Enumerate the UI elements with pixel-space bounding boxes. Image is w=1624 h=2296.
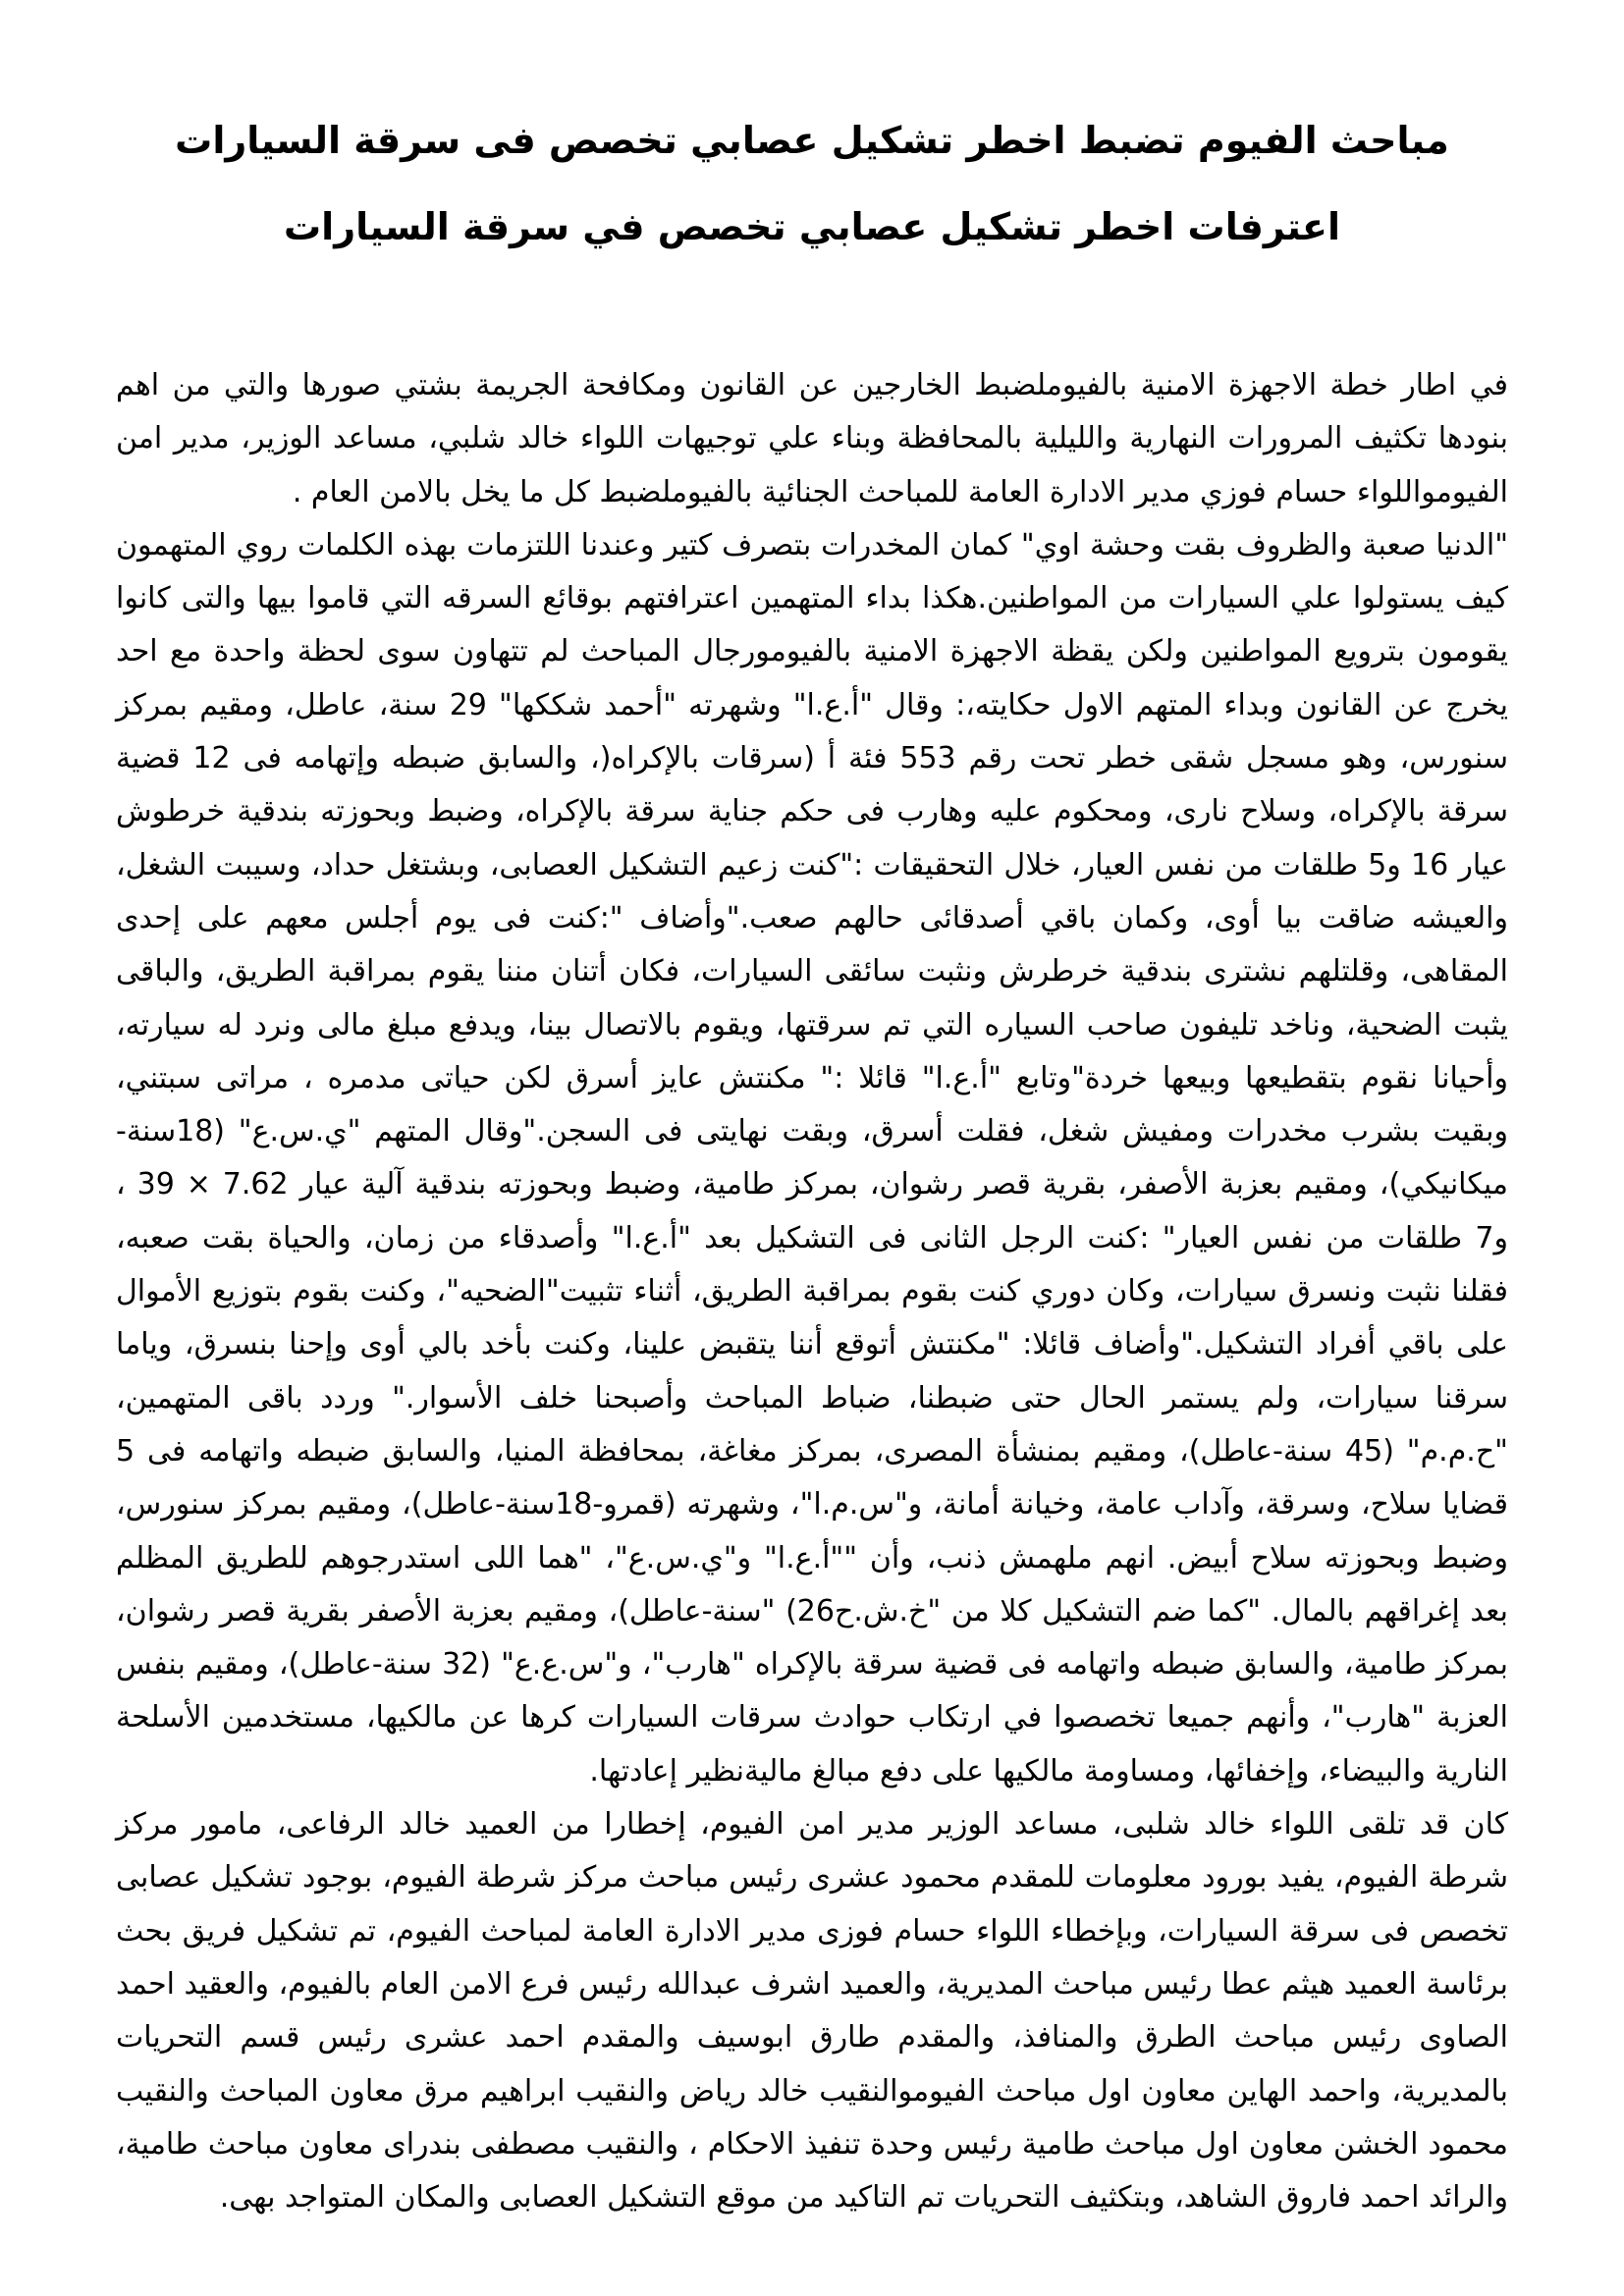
- paragraph-confessions: "الدنيا صعبة والظروف بقت وحشة اوي" كمان المخدرات بتصرف كتير وعندنا اللتزمات بهذه الكلمات روي المتهمون كيف يستولوا علي السيارات من المواطنين.هكذا بداء المتهمين اعترافتهم بوقائع السرقه التي قاموا بيها والتى كانوا يقومون بترويع المواطنين ولكن يقظة الاجهزة الامنية بالفيومورجال المباحث لم تتهاون سوى لحظة واحدة مع احد يخرج عن القانون وبداء المتهم الاول حكايته،: وقال "أ.ع.ا" وشهرته "أحمد شككها" 29 سنة، عاطل، ومقيم بمركز سنورس، وهو مسجل شقى خطر تحت رقم 553 فئة أ (سرقات بالإكراه(، والسابق ضبطه وإتهامه فى 12 قضية سرقة بالإكراه، وسلاح نارى، ومحكوم عليه وهارب فى حكم جناية سرقة بالإكراه، وضبط وبحوزته بندقية خرطوش عيار 16 و5 طلقات من نفس العيار، خلال التحقيقات :"كنت زعيم التشكيل العصابى، وبشتغل حداد، وسيبت الشغل، والعيشه ضاقت بيا أوى، وكمان باقي أصدقائى حالهم صعب."وأضاف ":كنت فى يوم أجلس معهم على إحدى المقاهى، وقلتلهم نشترى بندقية خرطرش ونثبت سائقى السيارات، فكان أتنان مننا يقوم بمراقبة الطريق، والباقى يثبت الضحية، وناخد تليفون صاحب السياره التي تم سرقتها، ويقوم بالاتصال بينا، ويدفع مبلغ مالى ونرد له سيارته، وأحيانا نقوم بتقطيعها وبيعها خردة"وتابع "أ.ع.ا" قائلا :" مكنتش عايز أسرق لكن حياتى مدمره ، مراتى سبتني، وبقيت بشرب مخدرات ومفيش شغل، فقلت أسرق، وبقت نهايتى فى السجن."وقال المتهم "ي.س.ع" (18سنة-ميكانيكي)، ومقيم بعزبة الأصفر، بقرية قصر رشوان، بمركز طامية، وضبط وبحوزته بندقية آلية عيار 7.62 × 39 ، و7 طلقات من نفس العيار" :كنت الرجل الثانى فى التشكيل بعد "أ.ع.ا" وأصدقاء من زمان، والحياة بقت صعبه، فقلنا نثبت ونسرق سيارات، وكان دوري كنت بقوم بمراقبة الطريق، أثناء تثبيت"الضحيه"، وكنت بقوم بتوزيع الأموال على باقي أفراد التشكيل."وأضاف قائلا: "مكنتش أتوقع أننا يتقبض علينا، وكنت بأخد بالي أوى وإحنا بنسرق، وياما سرقنا سيارات، ولم يستمر الحال حتى ضبطنا، ضباط المباحث وأصبحنا خلف الأسوار." وردد باقى المتهمين، "ح.م.م" (45 سنة-عاطل)، ومقيم بمنشأة المصرى، بمركز مغاغة، بمحافظة المنيا، والسابق ضبطه واتهامه فى 5 قضايا سلاح، وسرقة، وآداب عامة، وخيانة أمانة، و"س.م.ا"، وشهرته (قمرو-18سنة-عاطل)، ومقيم بمركز سنورس، وضبط وبحوزته سلاح أبيض. انهم ملهمش ذنب، وأن ""أ.ع.ا" و"ي.س.ع"، "هما اللى استدرجوهم للطريق المظلم بعد إغراقهم بالمال. "كما ضم التشكيل كلا من "خ.ش.ح26) "سنة-عاطل)، ومقيم بعزبة الأصفر بقرية قصر رشوان، بمركز طامية، والسابق ضبطه واتهامه فى قضية سرقة بالإكراه "هارب"، و"س.ع.ع" (32 سنة-عاطل)، ومقيم بنفس العزبة "هارب"، وأنهم جميعا تخصصوا في ارتكاب حوادث سرقات السيارات كرها عن مالكيها، مستخدمين الأسلحة النارية والبيضاء، وإخفائها، ومساومة مالكيها على دفع مبالغ ماليةنظير إعادتها.: [116, 527, 1509, 1789]
- paragraph-intro: في اطار خطة الاجهزة الامنية بالفيوملضبط الخارجين عن القانون ومكافحة الجريمة بشتي صورها والتي من اهم بنودها تكثيف المرورات النهارية والليلية بالمحافظة وبناء علي توجيهات اللواء خالد شلبي، مساعد الوزير، مدير امن الفيومواللواء حسام فوزي مدير الادارة العامة للمباحث الجنائية بالفيوملضبط كل ما يخل بالامن العام .: [116, 368, 1508, 509]
- document-subtitle: اعترفات اخطر تشكيل عصابي تخصص في سرقة السيارات: [283, 205, 1341, 248]
- paragraph-investigation: كان قد تلقى اللواء خالد شلبى، مساعد الوزير مدير امن الفيوم، إخطارا من العميد خالد الرفاعى، مامور مركز شرطة الفيوم، يفيد بورود معلومات للمقدم محمود عشرى رئيس مباحث مركز شرطة الفيوم، بوجود تشكيل عصابى تخصص فى سرقة السيارات، وبإخطاء اللواء حسام فوزى مدير الادارة العامة لمباحث الفيوم، تم تشكيل فريق بحث برئاسة العميد هيثم عطا رئيس مباحث المديرية، والعميد اشرف عبدالله رئيس فرع الامن العام بالفيوم، والعقيد احمد الصاوى رئيس مباحث الطرق والمنافذ، والمقدم طارق ابوسيف والمقدم احمد عشرى رئيس قسم التحريات بالمديرية، واحمد الهاين معاون اول مباحث الفيوموالنقيب خالد رياض والنقيب ابراهيم مرق معاون المباحث والنقيب محمود الخشن معاون اول مباحث طامية رئيس وحدة تنفيذ الاحكام ، والنقيب مصطفى بندراى معاون مباحث طامية، والرائد احمد فاروق الشاهد، وبتكثيف التحريات تم التاكيد من موقع التشكيل العصابى والمكان المتواجد بهى.: [116, 1807, 1508, 2216]
- document-title: مباحث الفيوم تضبط اخطر تشكيل عصابي تخصص فى سرقة السيارات: [175, 119, 1449, 162]
- article-body: [116, 359, 1508, 2224]
